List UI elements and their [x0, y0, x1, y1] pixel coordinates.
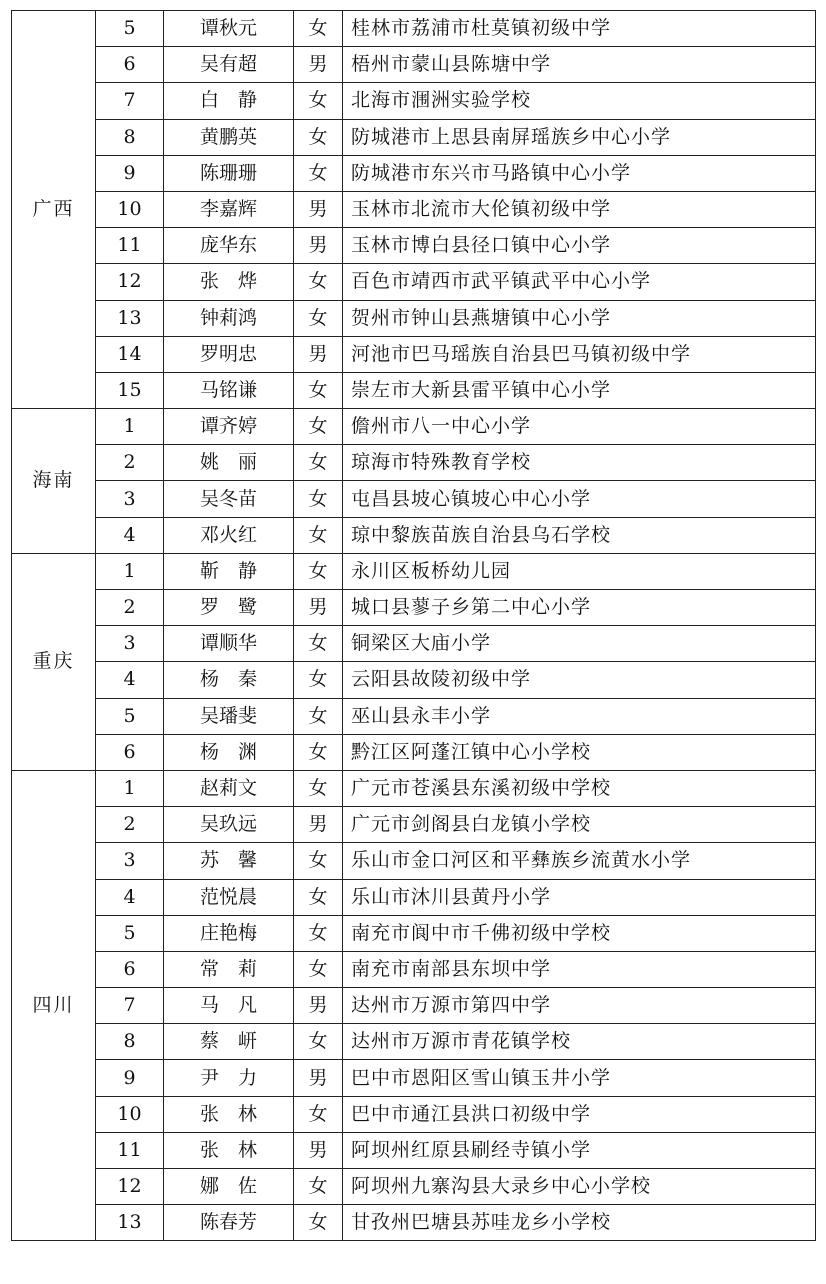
gender-cell: 男 — [294, 1132, 343, 1168]
school-cell: 达州市万源市青花镇学校 — [343, 1024, 816, 1060]
table-row — [12, 988, 816, 1024]
gender-cell: 女 — [294, 372, 343, 408]
number-cell: 3 — [96, 481, 164, 517]
number-cell: 1 — [96, 770, 164, 806]
table-row — [12, 553, 816, 589]
school-cell: 屯昌县坡心镇坡心中心小学 — [343, 481, 816, 517]
table-row — [12, 915, 816, 951]
school-cell: 乐山市沐川县黄丹小学 — [343, 879, 816, 915]
gender-cell: 男 — [294, 191, 343, 227]
table-row — [12, 83, 816, 119]
name-cell: 黄鹏英 — [164, 119, 294, 155]
gender-cell: 女 — [294, 1169, 343, 1205]
school-cell: 巴中市恩阳区雪山镇玉井小学 — [343, 1060, 816, 1096]
gender-cell: 男 — [294, 228, 343, 264]
table-row — [12, 155, 816, 191]
number-cell: 15 — [96, 372, 164, 408]
gender-cell: 女 — [294, 879, 343, 915]
gender-cell: 女 — [294, 951, 343, 987]
table-row — [12, 372, 816, 408]
school-cell: 南充市南部县东坝中学 — [343, 951, 816, 987]
number-cell: 10 — [96, 1096, 164, 1132]
name-cell: 谭秋元 — [164, 11, 294, 47]
table-row — [12, 481, 816, 517]
school-cell: 玉林市博白县径口镇中心小学 — [343, 228, 816, 264]
gender-cell: 女 — [294, 553, 343, 589]
school-cell: 广元市苍溪县东溪初级中学校 — [343, 770, 816, 806]
school-cell: 广元市剑阁县白龙镇小学校 — [343, 807, 816, 843]
number-cell: 10 — [96, 191, 164, 227]
name-cell: 尹 力 — [164, 1060, 294, 1096]
school-cell: 城口县蓼子乡第二中心小学 — [343, 590, 816, 626]
gender-cell: 女 — [294, 445, 343, 481]
school-cell: 铜梁区大庙小学 — [343, 626, 816, 662]
table-row — [12, 1096, 816, 1132]
gender-cell: 男 — [294, 47, 343, 83]
gender-cell: 女 — [294, 119, 343, 155]
gender-cell: 女 — [294, 409, 343, 445]
school-cell: 黔江区阿蓬江镇中心小学校 — [343, 734, 816, 770]
region-cell: 广西 — [12, 11, 96, 409]
name-cell: 娜 佐 — [164, 1169, 294, 1205]
gender-cell: 女 — [294, 83, 343, 119]
school-cell: 达州市万源市第四中学 — [343, 988, 816, 1024]
name-cell: 张 林 — [164, 1132, 294, 1168]
table-row — [12, 336, 816, 372]
school-cell: 贺州市钟山县燕塘镇中心小学 — [343, 300, 816, 336]
table-row — [12, 445, 816, 481]
school-cell: 百色市靖西市武平镇武平中心小学 — [343, 264, 816, 300]
number-cell: 8 — [96, 119, 164, 155]
table-row — [12, 517, 816, 553]
gender-cell: 男 — [294, 1060, 343, 1096]
gender-cell: 女 — [294, 300, 343, 336]
table-row — [12, 1132, 816, 1168]
school-cell: 防城港市东兴市马路镇中心小学 — [343, 155, 816, 191]
gender-cell: 女 — [294, 155, 343, 191]
name-cell: 苏 馨 — [164, 843, 294, 879]
school-cell: 崇左市大新县雷平镇中心小学 — [343, 372, 816, 408]
number-cell: 7 — [96, 83, 164, 119]
table-row — [12, 1024, 816, 1060]
name-cell: 罗明忠 — [164, 336, 294, 372]
name-cell: 张 林 — [164, 1096, 294, 1132]
table-row — [12, 191, 816, 227]
name-cell: 谭齐婷 — [164, 409, 294, 445]
table-row — [12, 626, 816, 662]
school-cell: 河池市巴马瑶族自治县巴马镇初级中学 — [343, 336, 816, 372]
name-cell: 钟莉鸿 — [164, 300, 294, 336]
gender-cell: 男 — [294, 988, 343, 1024]
gender-cell: 女 — [294, 734, 343, 770]
name-cell: 吴有超 — [164, 47, 294, 83]
school-cell: 防城港市上思县南屏瑶族乡中心小学 — [343, 119, 816, 155]
number-cell: 11 — [96, 228, 164, 264]
gender-cell: 女 — [294, 481, 343, 517]
school-cell: 永川区板桥幼儿园 — [343, 553, 816, 589]
school-cell: 儋州市八一中心小学 — [343, 409, 816, 445]
name-cell: 马 凡 — [164, 988, 294, 1024]
school-cell: 琼海市特殊教育学校 — [343, 445, 816, 481]
number-cell: 2 — [96, 445, 164, 481]
name-cell: 蔡 岍 — [164, 1024, 294, 1060]
table-row — [12, 807, 816, 843]
number-cell: 3 — [96, 626, 164, 662]
table-row — [12, 300, 816, 336]
number-cell: 1 — [96, 409, 164, 445]
table-row — [12, 47, 816, 83]
name-cell: 常 莉 — [164, 951, 294, 987]
number-cell: 11 — [96, 1132, 164, 1168]
gender-cell: 女 — [294, 915, 343, 951]
number-cell: 4 — [96, 517, 164, 553]
number-cell: 5 — [96, 698, 164, 734]
name-cell: 赵莉文 — [164, 770, 294, 806]
table-row — [12, 228, 816, 264]
number-cell: 6 — [96, 47, 164, 83]
table-row — [12, 951, 816, 987]
name-cell: 杨 秦 — [164, 662, 294, 698]
number-cell: 4 — [96, 879, 164, 915]
name-cell: 罗 鹭 — [164, 590, 294, 626]
number-cell: 8 — [96, 1024, 164, 1060]
name-cell: 白 静 — [164, 83, 294, 119]
school-cell: 云阳县故陵初级中学 — [343, 662, 816, 698]
name-cell: 谭顺华 — [164, 626, 294, 662]
table-row — [12, 409, 816, 445]
roster-body — [12, 11, 816, 1241]
gender-cell: 女 — [294, 770, 343, 806]
school-cell: 甘孜州巴塘县苏哇龙乡小学校 — [343, 1205, 816, 1241]
gender-cell: 女 — [294, 698, 343, 734]
gender-cell: 女 — [294, 1205, 343, 1241]
table-row — [12, 662, 816, 698]
name-cell: 吴冬苗 — [164, 481, 294, 517]
name-cell: 范悦晨 — [164, 879, 294, 915]
number-cell: 6 — [96, 734, 164, 770]
gender-cell: 女 — [294, 11, 343, 47]
number-cell: 12 — [96, 264, 164, 300]
name-cell: 吴玖远 — [164, 807, 294, 843]
name-cell: 庄艳梅 — [164, 915, 294, 951]
gender-cell: 男 — [294, 807, 343, 843]
table-row — [12, 843, 816, 879]
table-row — [12, 1060, 816, 1096]
table-row — [12, 734, 816, 770]
name-cell: 张 烨 — [164, 264, 294, 300]
table-row — [12, 119, 816, 155]
number-cell: 2 — [96, 590, 164, 626]
table-row — [12, 590, 816, 626]
number-cell: 9 — [96, 155, 164, 191]
table-row — [12, 698, 816, 734]
gender-cell: 女 — [294, 264, 343, 300]
school-cell: 巫山县永丰小学 — [343, 698, 816, 734]
number-cell: 9 — [96, 1060, 164, 1096]
number-cell: 7 — [96, 988, 164, 1024]
number-cell: 13 — [96, 1205, 164, 1241]
name-cell: 吴璠斐 — [164, 698, 294, 734]
gender-cell: 女 — [294, 517, 343, 553]
name-cell: 李嘉辉 — [164, 191, 294, 227]
gender-cell: 女 — [294, 843, 343, 879]
school-cell: 巴中市通江县洪口初级中学 — [343, 1096, 816, 1132]
school-cell: 南充市阆中市千佛初级中学校 — [343, 915, 816, 951]
region-cell: 海南 — [12, 409, 96, 554]
school-cell: 阿坝州九寨沟县大录乡中心小学校 — [343, 1169, 816, 1205]
name-cell: 靳 静 — [164, 553, 294, 589]
table-row — [12, 770, 816, 806]
number-cell: 2 — [96, 807, 164, 843]
gender-cell: 女 — [294, 1096, 343, 1132]
school-cell: 桂林市荔浦市杜莫镇初级中学 — [343, 11, 816, 47]
school-cell: 琼中黎族苗族自治县乌石学校 — [343, 517, 816, 553]
number-cell: 13 — [96, 300, 164, 336]
school-cell: 阿坝州红原县刷经寺镇小学 — [343, 1132, 816, 1168]
gender-cell: 女 — [294, 1024, 343, 1060]
name-cell: 陈珊珊 — [164, 155, 294, 191]
table-row — [12, 879, 816, 915]
gender-cell: 女 — [294, 626, 343, 662]
table-row — [12, 1205, 816, 1241]
gender-cell: 男 — [294, 336, 343, 372]
teacher-roster-table — [11, 10, 816, 1241]
number-cell: 4 — [96, 662, 164, 698]
gender-cell: 女 — [294, 662, 343, 698]
table-row — [12, 1169, 816, 1205]
region-cell: 重庆 — [12, 553, 96, 770]
region-cell: 四川 — [12, 770, 96, 1240]
table-row — [12, 11, 816, 47]
name-cell: 杨 渊 — [164, 734, 294, 770]
name-cell: 庞华东 — [164, 228, 294, 264]
number-cell: 3 — [96, 843, 164, 879]
number-cell: 5 — [96, 11, 164, 47]
name-cell: 陈春芳 — [164, 1205, 294, 1241]
number-cell: 6 — [96, 951, 164, 987]
number-cell: 14 — [96, 336, 164, 372]
school-cell: 乐山市金口河区和平彝族乡流黄水小学 — [343, 843, 816, 879]
gender-cell: 男 — [294, 590, 343, 626]
name-cell: 马铭谦 — [164, 372, 294, 408]
name-cell: 邓火红 — [164, 517, 294, 553]
table-row — [12, 264, 816, 300]
school-cell: 北海市涠洲实验学校 — [343, 83, 816, 119]
school-cell: 玉林市北流市大伦镇初级中学 — [343, 191, 816, 227]
school-cell: 梧州市蒙山县陈塘中学 — [343, 47, 816, 83]
number-cell: 5 — [96, 915, 164, 951]
name-cell: 姚 丽 — [164, 445, 294, 481]
number-cell: 12 — [96, 1169, 164, 1205]
number-cell: 1 — [96, 553, 164, 589]
